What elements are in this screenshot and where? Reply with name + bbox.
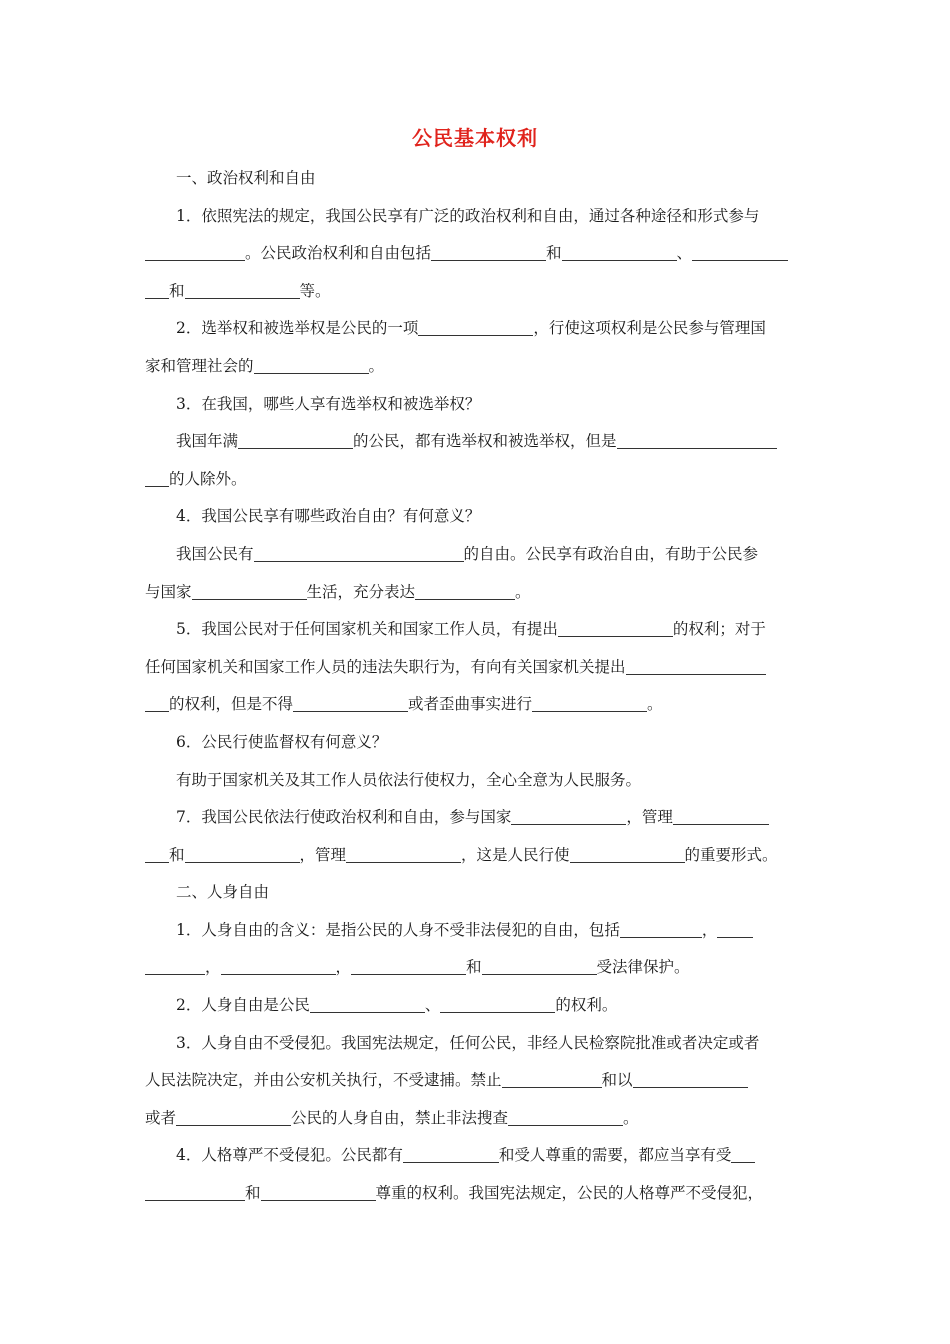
fill-blank <box>692 244 788 261</box>
question-line: 的权利，但是不得 或者歪曲事实进行 。 <box>145 686 807 724</box>
answer-line: 的人除外。 <box>145 461 807 499</box>
worksheet-body <box>145 160 807 1213</box>
question-line: 任何国家机关和国家工作人员的违法失职行为，有向有关国家机关提出 <box>145 649 807 687</box>
question-line: 2．选举权和被选举权是公民的一项 ，行使这项权利是公民参与管理国 <box>176 319 766 338</box>
question-line: 。公民政治权利和自由包括 和 、 <box>145 235 807 273</box>
section-heading: 一、政治权利和自由 <box>176 169 316 187</box>
fill-blank <box>145 470 169 487</box>
question-line: 或者 公民的人身自由，禁止非法搜查 。 <box>145 1108 639 1127</box>
question-line: ， ， 和 受法律保护。 <box>145 949 807 987</box>
fill-blank <box>254 545 464 562</box>
fill-blank <box>717 921 753 938</box>
answer-line: 有助于国家机关及其工作人员依法行使权力，全心全意为人民服务。 <box>176 770 642 789</box>
fill-blank <box>482 958 597 975</box>
fill-blank <box>261 1184 376 1201</box>
question-line: 和 等。 <box>145 273 807 311</box>
fill-blank <box>511 808 626 825</box>
fill-blank <box>185 846 300 863</box>
answer-line: 与国家 生活，充分表达 。 <box>145 582 531 601</box>
fill-blank <box>570 846 685 863</box>
question-line: 2．人身自由是公民 、 的权利。 <box>176 996 618 1015</box>
fill-blank <box>415 583 515 600</box>
question-line: 5．我国公民对于任何国家机关和国家工作人员，有提出 的权利；对于 <box>176 620 766 639</box>
question-line: 人民法院决定，并由公安机关执行，不受逮捕。禁止 和以 <box>145 1062 807 1100</box>
question-line: 4．我国公民享有哪些政治自由？有何意义？ <box>176 507 481 526</box>
fill-blank <box>145 282 169 299</box>
fill-blank <box>626 658 766 675</box>
fill-blank <box>176 1109 291 1126</box>
fill-blank <box>293 695 408 712</box>
question-line: 4．人格尊严不受侵犯。公民都有 和受人尊重的需要，都应当享有受 <box>145 1137 807 1175</box>
question-line: 7．我国公民依法行使政治权利和自由，参与国家 ，管理 <box>145 799 807 837</box>
fill-blank <box>508 1109 623 1126</box>
fill-blank <box>562 244 677 261</box>
fill-blank <box>145 695 169 712</box>
answer-line: 我国公民有 的自由。公民享有政治自由，有助于公民参 <box>176 544 759 563</box>
fill-blank <box>403 1146 499 1163</box>
fill-blank <box>238 432 353 449</box>
fill-blank <box>731 1146 755 1163</box>
fill-blank <box>145 846 169 863</box>
page-title: 公民基本权利 <box>412 126 538 150</box>
fill-blank <box>633 1071 748 1088</box>
fill-blank <box>221 958 336 975</box>
fill-blank <box>617 432 777 449</box>
fill-blank <box>145 958 205 975</box>
question-line: 家和管理社会的 。 <box>145 356 385 375</box>
answer-line: 我国年满 的公民，都有选举权和被选举权，但是 <box>145 423 807 461</box>
fill-blank <box>502 1071 602 1088</box>
fill-blank <box>254 357 369 374</box>
question-line: 1．人身自由的含义：是指公民的人身不受非法侵犯的自由，包括 ， <box>145 912 807 950</box>
fill-blank <box>558 620 673 637</box>
fill-blank <box>440 996 555 1013</box>
question-line: 3．人身自由不受侵犯。我国宪法规定，任何公民，非经人民检察院批准或者决定或者 <box>176 1033 760 1052</box>
fill-blank <box>185 282 300 299</box>
fill-blank <box>145 1184 245 1201</box>
fill-blank <box>673 808 769 825</box>
fill-blank <box>532 695 647 712</box>
fill-blank <box>346 846 461 863</box>
fill-blank <box>620 921 702 938</box>
fill-blank <box>192 583 307 600</box>
fill-blank <box>418 319 533 336</box>
fill-blank <box>351 958 466 975</box>
fill-blank <box>310 996 425 1013</box>
question-line: 和 ，管理 ，这是人民行使 的重要形式。 <box>145 837 807 875</box>
question-line: 和 尊重的权利。我国宪法规定，公民的人格尊严不受侵犯， <box>145 1175 807 1213</box>
question-line: 1．依照宪法的规定，我国公民享有广泛的政治权利和自由，通过各种途径和形式参与 <box>176 206 760 225</box>
fill-blank <box>145 244 245 261</box>
fill-blank <box>431 244 546 261</box>
question-line: 3．在我国，哪些人享有选举权和被选举权？ <box>176 394 481 413</box>
section-heading: 二、人身自由 <box>176 883 270 902</box>
question-line: 6．公民行使监督权有何意义？ <box>176 732 388 751</box>
